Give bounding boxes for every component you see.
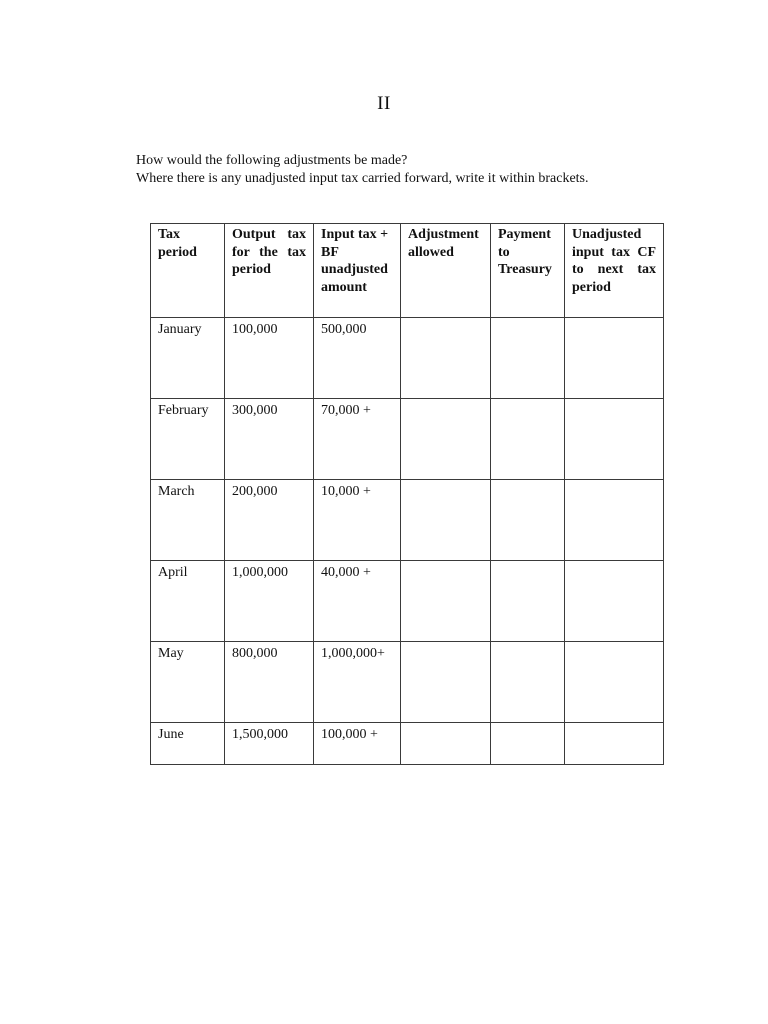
instruction-line-1: How would the following adjustments be made? (136, 153, 408, 168)
cell-tax-period: May (151, 642, 225, 723)
cell-adjustment-allowed[interactable] (401, 642, 491, 723)
cell-adjustment-allowed[interactable] (401, 318, 491, 399)
cell-output-tax: 300,000 (225, 399, 314, 480)
header-payment-to-treasury: Payment to Treasury (491, 224, 565, 318)
header-unadjusted-input-tax-cf: Unadjusted input tax CF to next tax period (565, 224, 664, 318)
table-row (151, 561, 664, 642)
cell-unadjusted-cf[interactable] (565, 561, 664, 642)
cell-tax-period: April (151, 561, 225, 642)
cell-payment-to-treasury[interactable] (491, 399, 565, 480)
cell-output-tax: 800,000 (225, 642, 314, 723)
cell-payment-to-treasury[interactable] (491, 723, 565, 765)
cell-output-tax: 100,000 (225, 318, 314, 399)
cell-input-tax: 40,000 + (314, 561, 401, 642)
cell-adjustment-allowed[interactable] (401, 723, 491, 765)
table-row (151, 318, 664, 399)
cell-output-tax: 1,000,000 (225, 561, 314, 642)
cell-tax-period: June (151, 723, 225, 765)
cell-payment-to-treasury[interactable] (491, 318, 565, 399)
cell-adjustment-allowed[interactable] (401, 561, 491, 642)
header-input-tax: Input tax + BF unadjusted amount (314, 224, 401, 318)
table-row (151, 642, 664, 723)
cell-tax-period: January (151, 318, 225, 399)
cell-input-tax: 500,000 (314, 318, 401, 399)
cell-unadjusted-cf[interactable] (565, 399, 664, 480)
cell-input-tax: 100,000 + (314, 723, 401, 765)
header-tax-period: Tax period (151, 224, 225, 318)
header-output-tax: Output tax for the tax period (225, 224, 314, 318)
cell-payment-to-treasury[interactable] (491, 561, 565, 642)
cell-unadjusted-cf[interactable] (565, 642, 664, 723)
cell-output-tax: 200,000 (225, 480, 314, 561)
cell-input-tax: 70,000 + (314, 399, 401, 480)
cell-payment-to-treasury[interactable] (491, 642, 565, 723)
cell-tax-period: March (151, 480, 225, 561)
cell-unadjusted-cf[interactable] (565, 318, 664, 399)
table-header-row (151, 224, 664, 318)
cell-input-tax: 10,000 + (314, 480, 401, 561)
header-adjustment-allowed: Adjustment allowed (401, 224, 491, 318)
section-heading: II (377, 93, 391, 114)
instruction-line-2: Where there is any unadjusted input tax carried forward, write it within brackets. (136, 171, 589, 186)
adjustments-table (150, 223, 664, 765)
cell-adjustment-allowed[interactable] (401, 399, 491, 480)
cell-payment-to-treasury[interactable] (491, 480, 565, 561)
cell-input-tax: 1,000,000+ (314, 642, 401, 723)
table-row (151, 723, 664, 765)
cell-adjustment-allowed[interactable] (401, 480, 491, 561)
cell-tax-period: February (151, 399, 225, 480)
table-row (151, 480, 664, 561)
cell-unadjusted-cf[interactable] (565, 480, 664, 561)
cell-unadjusted-cf[interactable] (565, 723, 664, 765)
instructions (136, 152, 589, 188)
cell-output-tax: 1,500,000 (225, 723, 314, 765)
table-row (151, 399, 664, 480)
